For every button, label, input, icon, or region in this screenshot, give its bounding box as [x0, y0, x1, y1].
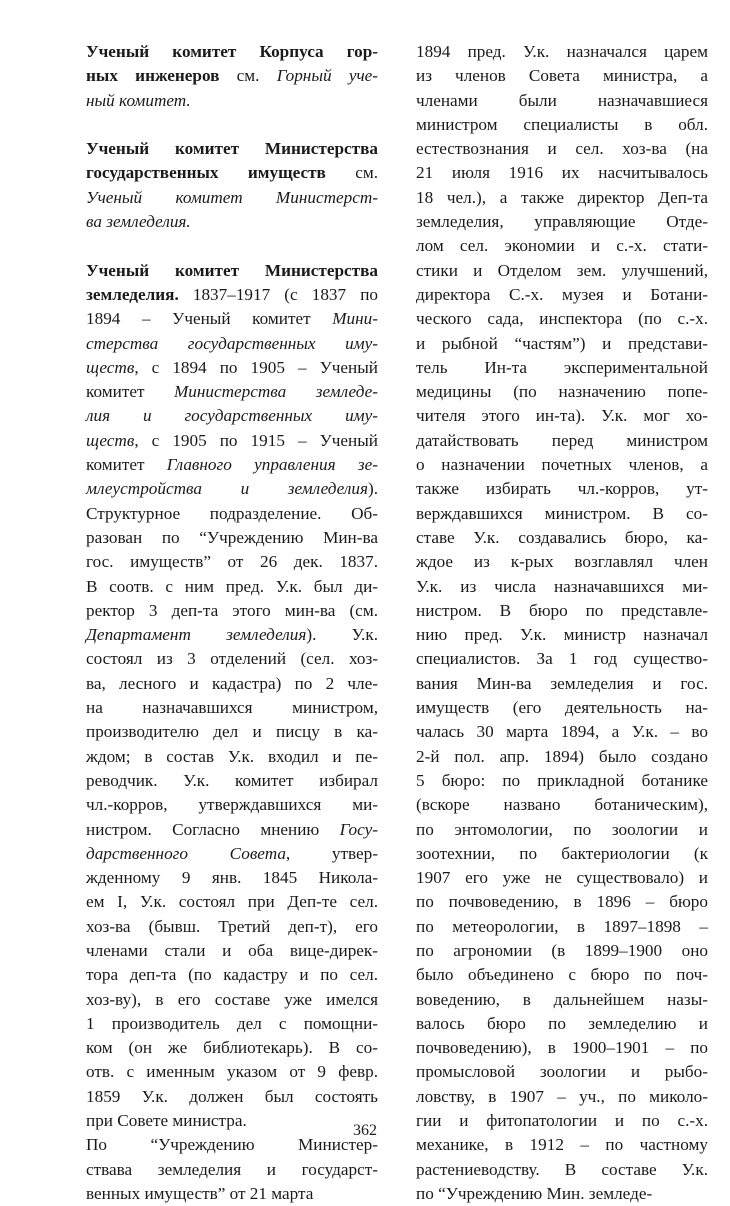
left-column-line [86, 842, 378, 866]
right-column-line [416, 1012, 708, 1036]
cross-reference-text: Главного управления зе- [166, 455, 378, 475]
body-text: гии и фитопатологии и по с.-х. [416, 1111, 708, 1131]
left-column-line [86, 64, 378, 88]
left-column-line [86, 161, 378, 185]
right-column-line [416, 550, 708, 574]
left-column-line [86, 89, 378, 113]
right-column-line [416, 453, 708, 477]
left-column-line [86, 769, 378, 793]
body-text: ставе У.к. создавались бюро, ка- [416, 527, 708, 547]
right-column-line [416, 1060, 708, 1084]
right-column-line [416, 1036, 708, 1060]
body-text: тель Ин-та экспериментальной [416, 357, 708, 377]
left-column-line [86, 1158, 378, 1182]
cross-reference-text: ществ [86, 357, 135, 377]
body-text: по почвоведению, в 1896 – бюро [416, 892, 708, 912]
right-column-line [416, 915, 708, 939]
left-column-line [86, 818, 378, 842]
right-column-line [416, 89, 708, 113]
left-column-line [86, 332, 378, 356]
paragraph-gap [86, 113, 378, 137]
body-text: 1 производитель дел с помощни- [86, 1013, 378, 1033]
left-column-line [86, 137, 378, 161]
left-column-line [86, 745, 378, 769]
body-text: чл.-корров, утверждавшихся ми- [86, 795, 378, 815]
entry-heading-text: ных инженеров [86, 66, 220, 86]
right-column-line [416, 623, 708, 647]
body-text: ствава земледелия и государст- [86, 1159, 378, 1179]
paragraph-gap [86, 234, 378, 258]
left-column-line [86, 1012, 378, 1036]
body-text: ). [367, 479, 378, 499]
body-text: ждое из к-рых возглавлял член [416, 552, 708, 572]
entry-heading-text: Ученый комитет Министерства [86, 139, 378, 159]
body-text: см. [325, 163, 378, 183]
left-text-column [86, 40, 378, 1206]
body-text: 18 чел.), а также директор Деп-та [416, 187, 708, 207]
entry-heading-text: Ученый комитет Министерства [86, 260, 378, 280]
left-column-line [86, 963, 378, 987]
left-column-line [86, 502, 378, 526]
body-text: верждавшихся министром. В со- [416, 503, 708, 523]
right-column-line [416, 526, 708, 550]
body-text: министром специалисты в обл. [416, 114, 708, 134]
right-column-line [416, 356, 708, 380]
body-text: , с 1894 по 1905 – Ученый [134, 357, 378, 377]
right-column-line [416, 720, 708, 744]
body-text: лом сел. экономии и с.-х. стати- [416, 236, 708, 256]
body-text: разован по “Учреждению Мин-ва [86, 527, 378, 547]
left-column-line [86, 793, 378, 817]
body-text: при Совете министра. [86, 1111, 247, 1131]
body-text: 1894 пред. У.к. назначался царем [416, 42, 708, 61]
body-text: ректор 3 деп-та этого мин-ва (см. [86, 600, 378, 620]
right-column-line [416, 647, 708, 671]
left-column-line [86, 210, 378, 234]
right-column-line [416, 404, 708, 428]
body-text: чалась 30 марта 1894, а У.к. – во [416, 722, 708, 742]
right-column-line [416, 769, 708, 793]
body-text: ческого сада, инспектора (по с.-х. [416, 309, 708, 329]
body-text: было объединено с бюро по поч- [416, 965, 708, 985]
right-column-line [416, 696, 708, 720]
body-text: 5 бюро: по прикладной ботанике [416, 770, 708, 790]
left-column-line [86, 477, 378, 501]
body-text: по метеорологии, в 1897–1898 – [416, 916, 708, 936]
body-text: ва, лесного и кадастра) по 2 чле- [86, 673, 378, 693]
body-text: нистром. В бюро по представле- [416, 600, 708, 620]
right-column-line [416, 842, 708, 866]
cross-reference-text: млеустройства и земледелия [86, 479, 368, 499]
left-column-line [86, 453, 378, 477]
right-column-line [416, 259, 708, 283]
body-text: нистром. Согласно мнению [86, 819, 340, 839]
body-text: Структурное подразделение. Об- [86, 503, 378, 523]
body-text: медицины (по назначению попе- [416, 382, 708, 402]
body-text: реводчик. У.к. комитет избирал [86, 770, 378, 790]
body-text: по энтомологии, по зоологии и [416, 819, 708, 839]
left-column-line [86, 404, 378, 428]
body-text: 1894 – Ученый комитет [86, 309, 333, 329]
right-column-line [416, 1182, 708, 1206]
body-text: чителя этого ин-та). У.к. мог хо- [416, 406, 708, 426]
body-text: комитет [86, 382, 174, 402]
left-column-line [86, 890, 378, 914]
right-column-line [416, 890, 708, 914]
right-column-line [416, 113, 708, 137]
body-text: 1859 У.к. должен был состоять [86, 1086, 378, 1106]
cross-reference-text: Горный уче- [276, 66, 378, 86]
left-column-line [86, 1036, 378, 1060]
body-text: вания Мин-ва земледелия и гос. [416, 673, 708, 693]
entry-heading-text: земледелия. [86, 284, 179, 304]
cross-reference-text: Департамент земледелия [86, 625, 307, 645]
body-text: хоз-ва (бывш. Третий деп-т), его [86, 916, 378, 936]
right-column-line [416, 161, 708, 185]
body-text: 1907 его уже не существовало) и [416, 868, 708, 888]
body-text: хоз-ву), в его составе уже имелся [86, 989, 378, 1009]
right-column-line [416, 745, 708, 769]
body-text: о назначении почетных членов, а [416, 455, 708, 475]
body-text: 21 июля 1916 их насчитывалось [416, 163, 708, 183]
right-column-line [416, 137, 708, 161]
body-text: По “Учреждению Министер- [86, 1135, 378, 1155]
body-text: членами стали и оба вице-дирек- [86, 940, 378, 960]
page-number: 362 [353, 1122, 377, 1139]
cross-reference-text: ва земледелия. [86, 212, 191, 232]
left-column-line [86, 623, 378, 647]
cross-reference-text: дарственного Совета [86, 843, 286, 863]
left-column-line [86, 939, 378, 963]
body-text: зоотехнии, по бактериологии (к [416, 843, 708, 863]
left-column-line [86, 720, 378, 744]
left-column-line [86, 866, 378, 890]
body-text: естествознания и сел. хоз-ва (на [416, 139, 708, 159]
left-column-line [86, 696, 378, 720]
body-text: , утвер- [285, 843, 378, 863]
body-text: венных имуществ” от 21 марта [86, 1183, 314, 1203]
cross-reference-text: Мини- [332, 309, 378, 329]
body-text: ждом; в состав У.к. входил и пе- [86, 746, 378, 766]
body-text: датайствовать перед министром [416, 430, 708, 450]
entry-heading-text: государственных имуществ [86, 163, 326, 183]
body-text: почвоведению), в 1900–1901 – по [416, 1038, 708, 1058]
body-text: валось бюро по земледелию и [416, 1013, 708, 1033]
body-text: ловству, в 1907 – уч., по миколо- [416, 1086, 708, 1106]
left-column-line [86, 283, 378, 307]
body-text: 2-й пол. апр. 1894) было создано [416, 746, 708, 766]
cross-reference-text: Госу- [339, 819, 378, 839]
right-column-line [416, 988, 708, 1012]
cross-reference-text: ществ [86, 430, 135, 450]
body-text: ). У.к. [306, 625, 378, 645]
right-column-line [416, 939, 708, 963]
body-text: стики и Отделом зем. улучшений, [416, 260, 708, 280]
right-column-line [416, 818, 708, 842]
left-column-line [86, 599, 378, 623]
right-column-line [416, 40, 708, 64]
right-column-line [416, 283, 708, 307]
left-column-line [86, 1060, 378, 1084]
left-column-line [86, 550, 378, 574]
right-column-line [416, 380, 708, 404]
body-text: см. [219, 66, 277, 86]
body-text: механике, в 1912 – по частному [416, 1135, 708, 1155]
cross-reference-text: Ученый комитет Министерст- [86, 187, 378, 207]
left-column-line [86, 672, 378, 696]
right-column-line [416, 599, 708, 623]
body-text: 1837–1917 (с 1837 по [178, 284, 378, 304]
left-column-line [86, 526, 378, 550]
right-column-line [416, 1158, 708, 1182]
right-column-line [416, 477, 708, 501]
left-column-line [86, 915, 378, 939]
right-column-line [416, 186, 708, 210]
body-text: из членов Совета министра, а [416, 66, 708, 86]
body-text: специалистов. За 1 год существо- [416, 649, 708, 669]
left-column-line [86, 647, 378, 671]
left-column-line [86, 40, 378, 64]
right-column-line [416, 575, 708, 599]
cross-reference-text: стерства государственных иму- [86, 333, 378, 353]
left-column-line [86, 1085, 378, 1109]
body-text: нию пред. У.к. министр назначал [416, 625, 708, 645]
body-text: директора С.-х. музея и Ботани- [416, 284, 708, 304]
right-column-line [416, 64, 708, 88]
right-column-line [416, 866, 708, 890]
body-text: жденному 9 янв. 1845 Никола- [86, 868, 378, 888]
left-column-line [86, 356, 378, 380]
body-text: , с 1905 по 1915 – Ученый [134, 430, 378, 450]
body-text: промысловой зоологии и рыбо- [416, 1062, 708, 1082]
body-text: комитет [86, 455, 167, 475]
left-column-line [86, 259, 378, 283]
body-text: имуществ (его деятельность на- [416, 698, 708, 718]
body-text: У.к. из числа назначавшихся ми- [416, 576, 708, 596]
left-column-line [86, 429, 378, 453]
body-text: и рыбной “частям”) и представи- [416, 333, 708, 353]
body-text: отв. с именным указом от 9 февр. [86, 1062, 378, 1082]
body-text: В соотв. с ним пред. У.к. был ди- [86, 576, 378, 596]
cross-reference-text: лия и государственных иму- [86, 406, 378, 426]
body-text: земледелия, управляющие Отде- [416, 212, 708, 232]
body-text: ем I, У.к. состоял при Деп-те сел. [86, 892, 378, 912]
body-text: воведению, в дальнейшем назы- [416, 989, 708, 1009]
body-text: состоял из 3 отделений (сел. хоз- [86, 649, 378, 669]
body-text: производителю дел и писцу в ка- [86, 722, 378, 742]
body-text: ком (он же библиотекарь). В со- [86, 1038, 378, 1058]
right-column-line [416, 307, 708, 331]
left-column-line [86, 575, 378, 599]
right-column-line [416, 332, 708, 356]
right-column-line [416, 210, 708, 234]
right-text-column [416, 40, 708, 1206]
right-column-line [416, 963, 708, 987]
cross-reference-text: ный комитет. [86, 90, 191, 110]
entry-heading-text: Ученый комитет Корпуса гор- [86, 42, 378, 61]
right-column-line [416, 502, 708, 526]
body-text: (вскоре названо ботаническим), [416, 795, 708, 815]
right-column-line [416, 429, 708, 453]
right-column-line [416, 672, 708, 696]
body-text: тора деп-та (по кадастру и по сел. [86, 965, 378, 985]
left-column-line [86, 1182, 378, 1206]
body-text: растениеводству. В составе У.к. [416, 1159, 708, 1179]
body-text: по “Учреждению Мин. земледе- [416, 1183, 653, 1203]
body-text: по агрономии (в 1899–1900 оно [416, 940, 708, 960]
body-text: членами были назначавшиеся [416, 90, 708, 110]
left-column-line [86, 307, 378, 331]
left-column-line [86, 988, 378, 1012]
body-text: гос. имуществ” от 26 дек. 1837. [86, 552, 378, 572]
right-column-line [416, 1085, 708, 1109]
body-text: на назначавшихся министром, [86, 698, 378, 718]
body-text: также избирать чл.-корров, ут- [416, 479, 708, 499]
right-column-line [416, 234, 708, 258]
cross-reference-text: Министерства земледе- [173, 382, 378, 402]
left-column-line [86, 186, 378, 210]
left-column-line [86, 380, 378, 404]
right-column-line [416, 793, 708, 817]
